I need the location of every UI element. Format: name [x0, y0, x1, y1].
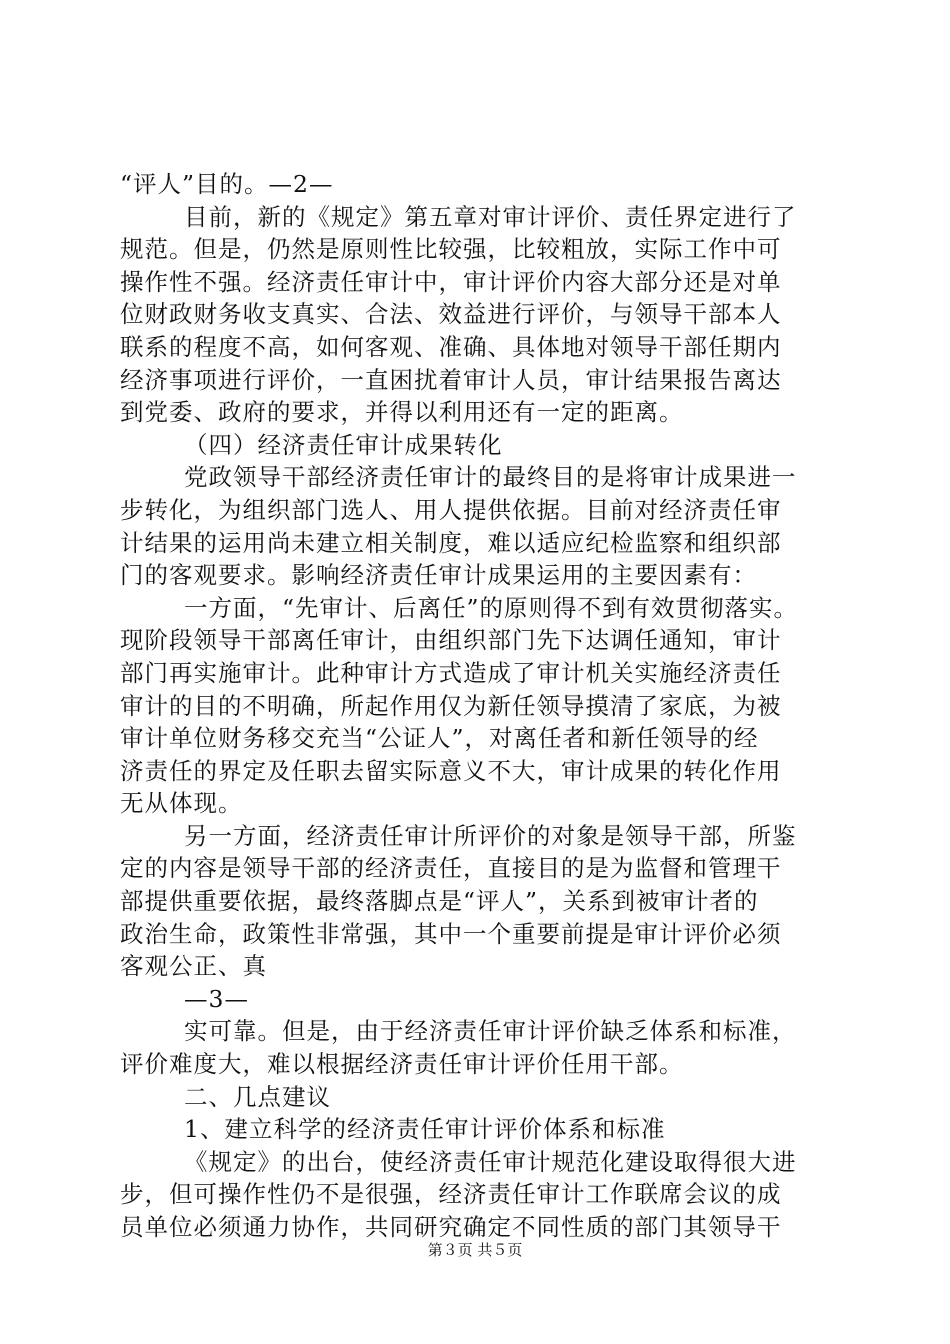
text-line: 无从体现。: [120, 789, 243, 818]
body-text: [120, 168, 840, 1244]
page-footer: 第３页 共５页: [427, 1241, 523, 1259]
text-line: 《规定》的出台，使经济责任审计规范化建设取得很大进: [184, 1147, 797, 1176]
text-line: 部门再实施审计。此种审计方式造成了审计机关实施经济责任: [120, 658, 782, 687]
text-line: 步转化，为组织部门选人、用人提供依据。目前对经济责任审: [120, 495, 782, 524]
text-line: 客观公正、真: [120, 952, 267, 981]
text-line: 操作性不强。经济责任审计中，审计评价内容大部分还是对单: [120, 267, 782, 296]
text-line: 济责任的界定及任职去留实际意义不大，审计成果的转化作用: [120, 756, 782, 785]
text-line: 1、建立科学的经济责任审计评价体系和标准: [184, 1115, 666, 1144]
text-line: 评价难度大，难以根据经济责任审计评价任用干部。: [120, 1050, 684, 1079]
text-line: 党政领导干部经济责任审计的最终目的是将审计成果进一: [184, 463, 797, 492]
text-line: 门的客观要求。影响经济责任审计成果运用的主要因素有：: [120, 561, 757, 590]
text-line: 实可靠。但是，由于经济责任审计评价缺乏体系和标准，: [184, 1017, 797, 1046]
text-line: 位财政财务收支真实、合法、效益进行评价，与领导干部本人: [120, 300, 782, 329]
text-line: 审计单位财务移交充当“公证人”，对离任者和新任领导的经: [120, 724, 759, 753]
text-line: （四）经济责任审计成果转化: [184, 430, 503, 459]
text-line: 二、几点建议: [184, 1082, 331, 1111]
text-line: 一方面，“先审计、后离任”的原则得不到有效贯彻落实。: [184, 593, 799, 622]
text-line: 经济事项进行评价，一直困扰着审计人员，审计结果报告离达: [120, 365, 782, 394]
text-line: 规范。但是，仍然是原则性比较强，比较粗放，实际工作中可: [120, 235, 782, 264]
text-line: 另一方面，经济责任审计所评价的对象是领导干部，所鉴: [184, 821, 797, 850]
text-line: 目前，新的《规定》第五章对审计评价、责任界定进行了: [184, 202, 797, 231]
text-line: 定的内容是领导干部的经济责任，直接目的是为监督和管理干: [120, 854, 782, 883]
text-line: 政治生命，政策性非常强，其中一个重要前提是审计评价必须: [120, 919, 782, 948]
text-line: 现阶段领导干部离任审计，由组织部门先下达调任通知，审计: [120, 626, 782, 655]
text-line: 到党委、政府的要求，并得以利用还有一定的距离。: [120, 398, 684, 427]
text-line: 审计的目的不明确，所起作用仅为新任领导摸清了家底，为被: [120, 691, 782, 720]
text-line: 部提供重要依据，最终落脚点是“评人”，关系到被审计者的: [120, 887, 759, 916]
text-line: 联系的程度不高，如何客观、准确、具体地对领导干部任期内: [120, 332, 782, 361]
text-line: 员单位必须通力协作，共同研究确定不同性质的部门其领导干: [120, 1213, 782, 1241]
text-line: 计结果的运用尚未建立相关制度，难以适应纪检监察和组织部: [120, 528, 782, 557]
text-line: “评人”目的。—2—: [120, 170, 334, 198]
text-line: 步，但可操作性仍不是很强，经济责任审计工作联席会议的成: [120, 1180, 782, 1209]
text-line: —3—: [184, 984, 249, 1013]
